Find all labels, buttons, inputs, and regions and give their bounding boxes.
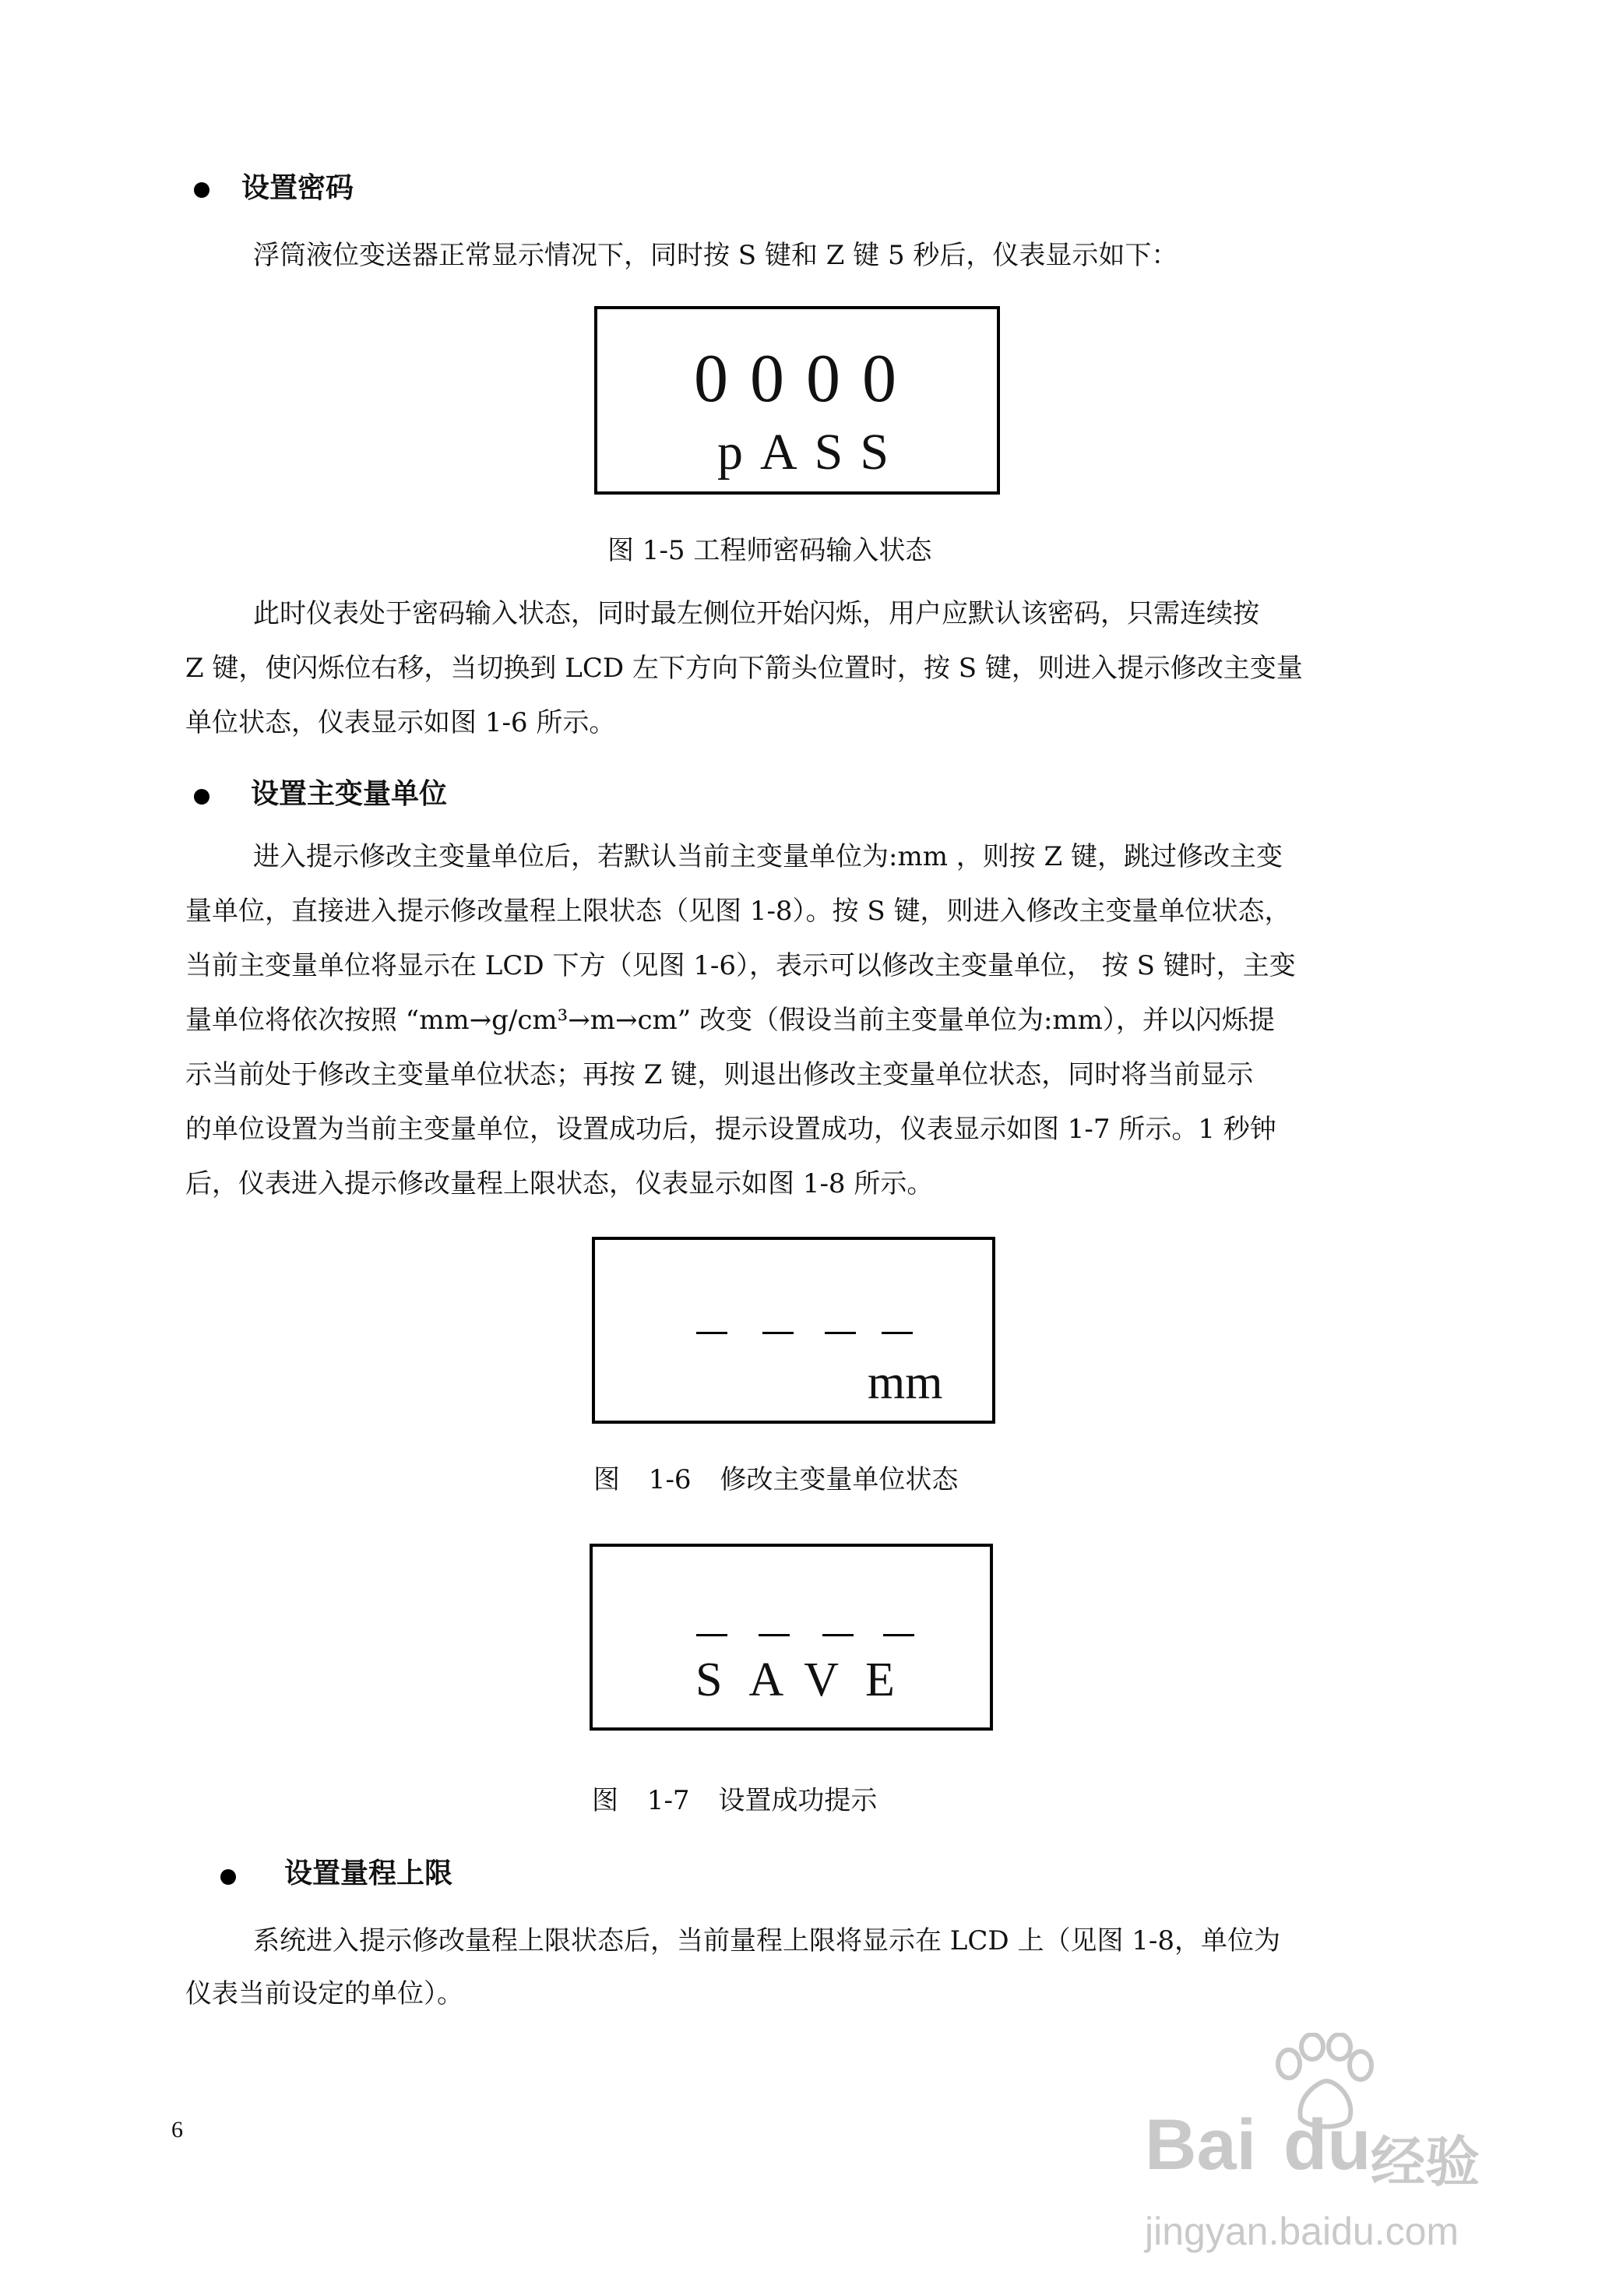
lcd-dash <box>696 1332 727 1334</box>
figure-caption: 图 1-7 设置成功提示 <box>592 1785 878 1816</box>
lcd-text-bottom: pASS <box>717 424 907 481</box>
paragraph-line: 示当前处于修改主变量单位状态；再按 Z 键，则退出修改主变量单位状态，同时将当前显示 <box>185 1059 1254 1090</box>
lcd-display-unit <box>592 1237 995 1424</box>
watermark-brand: Bai <box>1145 2105 1257 2185</box>
bullet-icon <box>194 182 209 198</box>
bullet-icon <box>194 789 209 805</box>
section-heading-password: 设置密码 <box>241 172 354 204</box>
paragraph-line: 仪表当前设定的单位）。 <box>185 1978 463 2009</box>
lcd-unit: mm <box>868 1356 943 1409</box>
paragraph-line: 进入提示修改主变量单位后，若默认当前主变量单位为:mm ，则按 Z 键，跳过修改主变 <box>253 841 1283 872</box>
section-heading-range: 设置量程上限 <box>284 1858 453 1889</box>
lcd-display-save <box>590 1544 993 1731</box>
lcd-dash <box>822 1634 854 1636</box>
figure-caption: 图 1-6 修改主变量单位状态 <box>593 1464 959 1495</box>
section-heading-unit: 设置主变量单位 <box>251 778 448 810</box>
paragraph-line: 单位状态，仪表显示如图 1-6 所示。 <box>185 707 616 738</box>
watermark-cn: 经验 <box>1371 2130 1480 2194</box>
paragraph-line: 量单位，直接进入提示修改量程上限状态（见图 1-8）。按 S 键，则进入修改主变量单位状态， <box>185 896 1291 927</box>
paragraph-line: Z 键，使闪烁位右移，当切换到 LCD 左下方向下箭头位置时，按 S 键，则进入提示修改主变量 <box>185 653 1303 684</box>
paragraph-line: 的单位设置为当前主变量单位，设置成功后，提示设置成功，仪表显示如图 1-7 所示。1 秒钟 <box>185 1114 1276 1145</box>
lcd-dash <box>825 1332 856 1334</box>
baidu-watermark <box>1145 2033 1534 2282</box>
lcd-display-password <box>594 306 1000 495</box>
lcd-dash <box>882 1332 913 1334</box>
lcd-dash <box>759 1634 790 1636</box>
paragraph-line: 后，仪表进入提示修改量程上限状态，仪表显示如图 1-8 所示。 <box>185 1168 934 1199</box>
lcd-dash <box>762 1332 794 1334</box>
paragraph: 浮筒液位变送器正常显示情况下，同时按 S 键和 Z 键 5 秒后，仪表显示如下： <box>253 240 1178 271</box>
lcd-dash <box>883 1634 914 1636</box>
lcd-text-bottom: SAVE <box>695 1653 921 1706</box>
watermark-brand-du: du <box>1283 2105 1371 2185</box>
bullet-icon <box>220 1869 236 1885</box>
paragraph-line: 量单位将依次按照 “mm→g/cm³→m→cm” 改变（假设当前主变量单位为:mm），并以闪烁提 <box>185 1005 1275 1036</box>
lcd-dash <box>696 1634 727 1636</box>
paragraph-line: 系统进入提示修改量程上限状态后，当前量程上限将显示在 LCD 上（见图 1-8，单位为 <box>253 1925 1281 1956</box>
watermark-url: jingyan.baidu.com <box>1145 2210 1459 2253</box>
figure-caption: 图 1-5 工程师密码输入状态 <box>607 535 932 566</box>
paragraph-line: 当前主变量单位将显示在 LCD 下方（见图 1-6），表示可以修改主变量单位， 按 S 键时，主变 <box>185 950 1296 981</box>
lcd-digits: 0000 <box>694 341 918 417</box>
paragraph-line: 此时仪表处于密码输入状态，同时最左侧位开始闪烁，用户应默认该密码，只需连续按 <box>253 598 1259 629</box>
page-number: 6 <box>171 2117 183 2143</box>
